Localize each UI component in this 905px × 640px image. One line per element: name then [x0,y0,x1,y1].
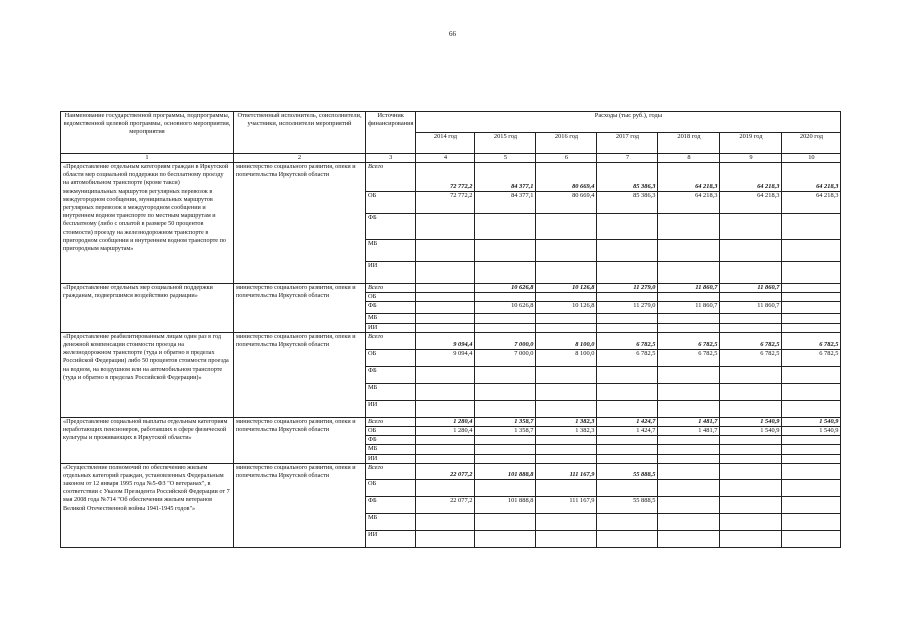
amount-cell [597,445,658,454]
amount-cell [475,214,536,240]
table-row [61,417,841,426]
column-number: 9 [720,154,782,163]
header-expenses: Расходы (тыс руб.), годы [416,112,841,133]
amount-cell [720,400,782,417]
amount-cell: 1 382,3 [536,426,597,435]
amount-cell [475,530,536,547]
amount-cell: 1 358,7 [475,417,536,426]
column-number: 1 [61,154,234,163]
program-name: «Предоставление отдельным категориям граждан в Иркутской области мер социальной поддержки по бесплатному проезду на автомобильном транспорте (кроме такси) межмуниципальных маршрутов регулярных перевозок в междугородном сообщении, муниципальных маршрутов регулярных перевозок в междугородном сообщении и внутреннем водном транспорте по местным маршрутам и бесплатному (либо с оплатой в размере 50 процентов стоимости) проезду на железнодорожном транспорте в пригородном сообщении и внутреннем водном транспорте по пригородным маршрутам» [61,163,234,284]
amount-cell: 1 280,4 [416,426,475,435]
amount-cell: 10 126,8 [536,302,597,314]
amount-cell [720,454,782,463]
page-number: 66 [449,30,456,38]
amount-cell [597,293,658,302]
amount-cell [416,262,475,284]
amount-cell [658,262,720,284]
amount-cell [475,400,536,417]
amount-cell: 1 540,9 [720,417,782,426]
amount-cell [658,323,720,332]
amount-cell [536,400,597,417]
amount-cell [720,496,782,513]
amount-cell: 6 782,5 [782,332,841,349]
amount-cell [416,302,475,314]
amount-cell [536,214,597,240]
amount-cell [720,240,782,262]
funding-source: ФБ [366,366,416,383]
amount-cell [475,445,536,454]
amount-cell [782,496,841,513]
amount-cell [782,214,841,240]
amount-cell: 6 782,5 [720,349,782,366]
amount-cell: 111 167,9 [536,463,597,479]
amount-cell [782,436,841,445]
amount-cell: 64 218,3 [658,192,720,214]
amount-cell [475,366,536,383]
table-body [61,163,841,548]
amount-cell [597,513,658,530]
amount-cell [536,240,597,262]
amount-cell [720,366,782,383]
amount-cell [416,436,475,445]
amount-cell: 1 481,7 [658,426,720,435]
amount-cell [416,214,475,240]
amount-cell [720,323,782,332]
funding-source: Всего [366,284,416,293]
column-number: 5 [475,154,536,163]
amount-cell [658,445,720,454]
amount-cell [416,240,475,262]
amount-cell [782,513,841,530]
amount-cell [536,314,597,323]
amount-cell [416,323,475,332]
amount-cell: 1 481,7 [658,417,720,426]
funding-source: ОБ [366,426,416,435]
amount-cell [475,323,536,332]
amount-cell: 10 126,8 [536,284,597,293]
executor-name: министерство социального развития, опеки и попечительства Иркутской области [234,163,366,284]
amount-cell: 8 100,0 [536,332,597,349]
amount-cell: 84 377,1 [475,192,536,214]
amount-cell [536,479,597,496]
funding-source: Всего [366,463,416,479]
amount-cell: 85 386,3 [597,163,658,192]
executor-name: министерство социального развития, опеки и попечительства Иркутской области [234,332,366,417]
amount-cell: 101 888,8 [475,463,536,479]
amount-cell [658,214,720,240]
amount-cell [597,454,658,463]
header-year: 2015 год [475,133,536,154]
amount-cell: 6 782,5 [597,332,658,349]
amount-cell: 80 669,4 [536,192,597,214]
amount-cell [536,293,597,302]
amount-cell [720,479,782,496]
table-row [61,284,841,293]
amount-cell [416,366,475,383]
amount-cell: 11 860,7 [720,302,782,314]
amount-cell [782,400,841,417]
amount-cell [658,366,720,383]
amount-cell [720,436,782,445]
column-number: 6 [536,154,597,163]
amount-cell [782,262,841,284]
amount-cell: 6 782,5 [720,332,782,349]
amount-cell [720,262,782,284]
amount-cell [597,383,658,400]
amount-cell [720,530,782,547]
amount-cell [782,366,841,383]
funding-source: ФБ [366,302,416,314]
amount-cell [720,314,782,323]
header-year: 2016 год [536,133,597,154]
amount-cell [782,454,841,463]
amount-cell: 22 077,2 [416,496,475,513]
executor-name: министерство социального развития, опеки и попечительства Иркутской области [234,417,366,463]
amount-cell [658,479,720,496]
amount-cell [416,284,475,293]
amount-cell [658,400,720,417]
amount-cell [536,262,597,284]
funding-source: МБ [366,383,416,400]
amount-cell [782,293,841,302]
amount-cell [720,463,782,479]
program-name: «Предоставление отдельных мер социальной поддержки гражданам, подвергшимся воздействию радиации» [61,284,234,333]
funding-source: ОБ [366,293,416,302]
amount-cell: 64 218,3 [658,163,720,192]
executor-name: министерство социального развития, опеки и попечительства Иркутской области [234,284,366,333]
amount-cell [597,400,658,417]
amount-cell [658,293,720,302]
amount-cell [658,513,720,530]
funding-source: ОБ [366,479,416,496]
amount-cell [658,314,720,323]
header-year: 2014 год [416,133,475,154]
amount-cell [782,383,841,400]
amount-cell [720,293,782,302]
amount-cell [720,214,782,240]
amount-cell [475,479,536,496]
amount-cell: 64 218,3 [720,192,782,214]
amount-cell: 64 218,3 [782,163,841,192]
amount-cell [536,323,597,332]
funding-source: МБ [366,314,416,323]
amount-cell [416,513,475,530]
amount-cell [658,383,720,400]
amount-cell [782,284,841,293]
amount-cell [782,463,841,479]
amount-cell [658,240,720,262]
funding-source: ОБ [366,349,416,366]
amount-cell [536,366,597,383]
amount-cell [597,314,658,323]
funding-source: МБ [366,513,416,530]
amount-cell [782,479,841,496]
amount-cell [782,314,841,323]
amount-cell: 6 782,5 [597,349,658,366]
amount-cell: 7 000,0 [475,349,536,366]
amount-cell: 6 782,5 [658,349,720,366]
amount-cell [416,293,475,302]
amount-cell [658,530,720,547]
amount-cell: 80 669,4 [536,163,597,192]
amount-cell: 1 424,7 [597,417,658,426]
amount-cell [597,323,658,332]
column-number: 8 [658,154,720,163]
table-row [61,463,841,479]
amount-cell [536,383,597,400]
amount-cell [720,383,782,400]
amount-cell: 1 358,7 [475,426,536,435]
amount-cell: 1 382,3 [536,417,597,426]
budget-table [60,111,841,548]
amount-cell [536,454,597,463]
amount-cell: 9 094,4 [416,349,475,366]
funding-source: ФБ [366,436,416,445]
amount-cell [416,383,475,400]
amount-cell: 72 772,2 [416,163,475,192]
header-year: 2019 год [720,133,782,154]
column-number: 2 [234,154,366,163]
amount-cell [416,454,475,463]
funding-source: Всего [366,332,416,349]
amount-cell: 9 094,4 [416,332,475,349]
amount-cell: 11 860,7 [658,284,720,293]
amount-cell [536,513,597,530]
amount-cell [475,513,536,530]
amount-cell: 111 167,9 [536,496,597,513]
amount-cell: 1 280,4 [416,417,475,426]
funding-source: МБ [366,240,416,262]
amount-cell [597,240,658,262]
amount-cell: 8 100,0 [536,349,597,366]
amount-cell [475,240,536,262]
amount-cell [658,463,720,479]
funding-source: Всего [366,163,416,192]
table-row [61,163,841,192]
funding-source: ИИ [366,454,416,463]
amount-cell [536,436,597,445]
funding-source: ИИ [366,530,416,547]
amount-cell [597,214,658,240]
amount-cell [782,302,841,314]
amount-cell [720,445,782,454]
amount-cell [720,513,782,530]
amount-cell [597,262,658,284]
funding-source: ИИ [366,400,416,417]
amount-cell: 1 540,9 [782,426,841,435]
amount-cell: 1 424,7 [597,426,658,435]
executor-name: министерство социального развития, опеки и попечительства Иркутской области [234,463,366,547]
amount-cell: 55 888,5 [597,496,658,513]
amount-cell: 84 377,1 [475,163,536,192]
amount-cell: 6 782,5 [658,332,720,349]
program-name: «Осуществление полномочий по обеспечению жильем отдельных категорий граждан, установленных Федеральным законом от 12 января 1995 года №5-ФЗ "О ветеранах", в соответствии с Указом Президента Российской Федерации от 7 мая 2008 года №714 "Об обеспечении жильем ветеранов Великой Отечественной войны 1941-1945 годов"» [61,463,234,547]
amount-cell [536,530,597,547]
header-executor: Ответственный исполнитель, соисполнители, участники, исполнители мероприятий [234,112,366,154]
header-year: 2017 год [597,133,658,154]
amount-cell [475,454,536,463]
amount-cell: 64 218,3 [782,192,841,214]
column-number: 10 [782,154,841,163]
amount-cell [416,530,475,547]
amount-cell [782,445,841,454]
funding-source: ИИ [366,323,416,332]
amount-cell [782,323,841,332]
column-number: 3 [366,154,416,163]
funding-source: ОБ [366,192,416,214]
amount-cell: 1 540,9 [720,426,782,435]
amount-cell: 10 626,8 [475,302,536,314]
amount-cell [475,293,536,302]
table-row [61,332,841,349]
header-year: 2018 год [658,133,720,154]
amount-cell: 85 386,3 [597,192,658,214]
amount-cell [475,314,536,323]
amount-cell [782,530,841,547]
amount-cell [475,262,536,284]
amount-cell: 101 888,8 [475,496,536,513]
funding-source: Всего [366,417,416,426]
column-number: 7 [597,154,658,163]
amount-cell [536,445,597,454]
amount-cell: 22 077,2 [416,463,475,479]
amount-cell [475,383,536,400]
program-name: «Предоставление социальной выплаты отдельным категориям неработающих пенсионеров, работавших в сфере физической культуры и проживающих в Иркутской области» [61,417,234,463]
amount-cell [597,479,658,496]
amount-cell [658,454,720,463]
amount-cell [416,314,475,323]
amount-cell: 6 782,5 [782,349,841,366]
amount-cell: 10 626,8 [475,284,536,293]
amount-cell: 72 772,2 [416,192,475,214]
amount-cell [782,240,841,262]
amount-cell: 55 888,5 [597,463,658,479]
amount-cell [416,400,475,417]
amount-cell: 11 279,0 [597,302,658,314]
header-source: Источник финансирования [366,112,416,154]
amount-cell [658,436,720,445]
amount-cell [597,366,658,383]
amount-cell [416,479,475,496]
column-number: 4 [416,154,475,163]
amount-cell [658,496,720,513]
header-program: Наименование государственной программы, подпрограммы, ведомственной целевой программы, основного мероприятия, мероприятия [61,112,234,154]
amount-cell: 7 000,0 [475,332,536,349]
amount-cell [597,530,658,547]
funding-source: ФБ [366,496,416,513]
funding-source: МБ [366,445,416,454]
funding-source: ФБ [366,214,416,240]
amount-cell: 11 279,0 [597,284,658,293]
amount-cell [475,436,536,445]
amount-cell: 64 218,3 [720,163,782,192]
amount-cell: 11 860,7 [720,284,782,293]
amount-cell: 1 540,9 [782,417,841,426]
amount-cell [597,436,658,445]
program-name: «Предоставление реабилитированным лицам один раз в год денежной компенсации стоимости проезда на железнодорожном транспорте (туда и обратно в пределах Российской Федерации) либо 50 процентов стоимости проезда на водном, на воздушном или на автомобильном транспорте (туда и обратно в пределах Российской Федерации)» [61,332,234,417]
header-year: 2020 год [782,133,841,154]
funding-source: ИИ [366,262,416,284]
amount-cell: 11 860,7 [658,302,720,314]
amount-cell [416,445,475,454]
